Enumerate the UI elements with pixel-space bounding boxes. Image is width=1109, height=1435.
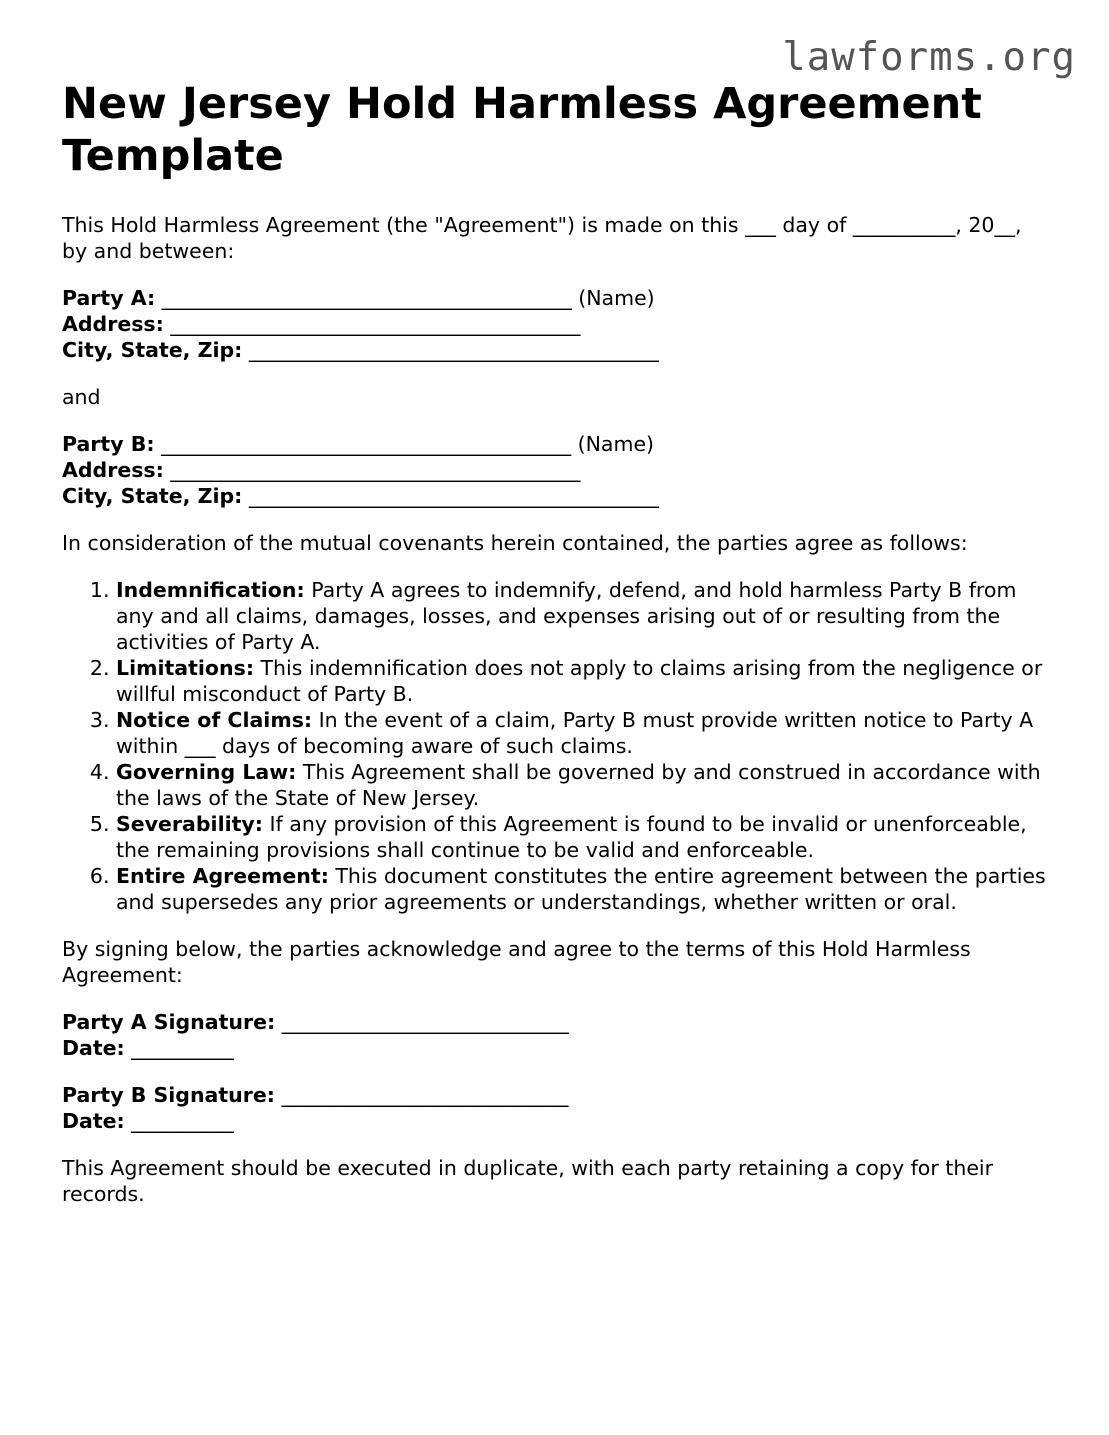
clause-item bbox=[116, 655, 1052, 707]
party-a-signature-line bbox=[62, 1009, 1052, 1035]
clause-item bbox=[116, 707, 1052, 759]
clause-text: If any provision of this Agreement is found to be invalid or unenforceable, the remaining provisions shall continue to be valid and enforceable. bbox=[116, 812, 1027, 862]
party-a-signature-field: ____________________________ bbox=[275, 1010, 569, 1034]
party-a-address-field: ________________________________________ bbox=[163, 312, 581, 336]
party-a-city-field: ________________________________________ bbox=[242, 338, 659, 362]
party-b-city-line bbox=[62, 483, 1052, 509]
party-a-name-label: Party A: bbox=[62, 286, 156, 310]
party-b-name-label: Party B: bbox=[62, 432, 155, 456]
clause-item bbox=[116, 577, 1052, 655]
party-b-signature-line bbox=[62, 1082, 1052, 1108]
party-b-date-line bbox=[62, 1108, 1052, 1134]
party-b-address-line bbox=[62, 457, 1052, 483]
clause-label: Entire Agreement: bbox=[116, 864, 329, 888]
page-title: New Jersey Hold Harmless Agreement Template bbox=[62, 79, 982, 181]
clause-text: Party A agrees to indemnify, defend, and hold harmless Party B from any and all claims, damages, losses, and expenses arising out of or resulting from the activities of Party A. bbox=[116, 578, 1017, 654]
party-a-date-field: __________ bbox=[124, 1036, 234, 1060]
party-b-address-field: ________________________________________ bbox=[163, 458, 581, 482]
closing-paragraph: This Agreement should be executed in duplicate, with each party retaining a copy for their records. bbox=[62, 1156, 994, 1206]
clause-label: Notice of Claims: bbox=[116, 708, 313, 732]
party-a-city-label: City, State, Zip: bbox=[62, 338, 243, 362]
party-a-date-line bbox=[62, 1035, 1052, 1061]
clause-text: This indemnification does not apply to claims arising from the negligence or willful misconduct of Party B. bbox=[116, 656, 1043, 706]
party-a-date-label: Date: bbox=[62, 1036, 125, 1060]
party-b-name-field: ________________________________________ (Name) bbox=[154, 432, 655, 456]
and-text: and bbox=[62, 385, 101, 409]
party-a-address-line bbox=[62, 311, 1052, 337]
party-b-city-label: City, State, Zip: bbox=[62, 484, 243, 508]
party-a-block bbox=[62, 285, 1052, 363]
clause-text: In the event of a claim, Party B must provide written notice to Party A within ___ days of becoming aware of such claims. bbox=[116, 708, 1034, 758]
clause-item bbox=[116, 811, 1052, 863]
party-b-block bbox=[62, 431, 1052, 509]
watermark: lawforms.org bbox=[782, 35, 1076, 80]
clause-item bbox=[116, 759, 1052, 811]
party-a-address-label: Address: bbox=[62, 312, 164, 336]
party-a-city-line bbox=[62, 337, 1052, 363]
party-b-signature-block bbox=[62, 1082, 1052, 1134]
intro-paragraph: This Hold Harmless Agreement (the "Agreement") is made on this ___ day of __________, 20__, by and between: bbox=[62, 213, 1022, 263]
clause-label: Severability: bbox=[116, 812, 263, 836]
party-a-signature-label: Party A Signature: bbox=[62, 1010, 276, 1034]
clause-label: Limitations: bbox=[116, 656, 255, 680]
clauses-list bbox=[62, 577, 1052, 915]
party-b-signature-field: ____________________________ bbox=[274, 1083, 569, 1107]
party-a-name-field: ________________________________________ (Name) bbox=[155, 286, 655, 310]
document-page bbox=[62, 78, 1052, 1228]
clause-label: Governing Law: bbox=[116, 760, 297, 784]
clause-text: This Agreement shall be governed by and construed in accordance with the laws of the State of New Jersey. bbox=[116, 760, 1041, 810]
consideration-paragraph: In consideration of the mutual covenants herein contained, the parties agree as follows: bbox=[62, 531, 968, 555]
clause-item bbox=[116, 863, 1052, 915]
party-b-name-line bbox=[62, 431, 1052, 457]
party-a-signature-block bbox=[62, 1009, 1052, 1061]
party-b-city-field: ________________________________________ bbox=[242, 484, 659, 508]
signing-intro-paragraph: By signing below, the parties acknowledge and agree to the terms of this Hold Harmless Agreement: bbox=[62, 937, 971, 987]
party-b-address-label: Address: bbox=[62, 458, 164, 482]
party-b-signature-label: Party B Signature: bbox=[62, 1083, 275, 1107]
party-b-date-label: Date: bbox=[62, 1109, 125, 1133]
party-a-name-line bbox=[62, 285, 1052, 311]
clause-label: Indemnification: bbox=[116, 578, 305, 602]
party-b-date-field: __________ bbox=[124, 1109, 234, 1133]
clause-text: This document constitutes the entire agreement between the parties and supersedes any prior agreements or understandings, whether written or oral. bbox=[116, 864, 1046, 914]
